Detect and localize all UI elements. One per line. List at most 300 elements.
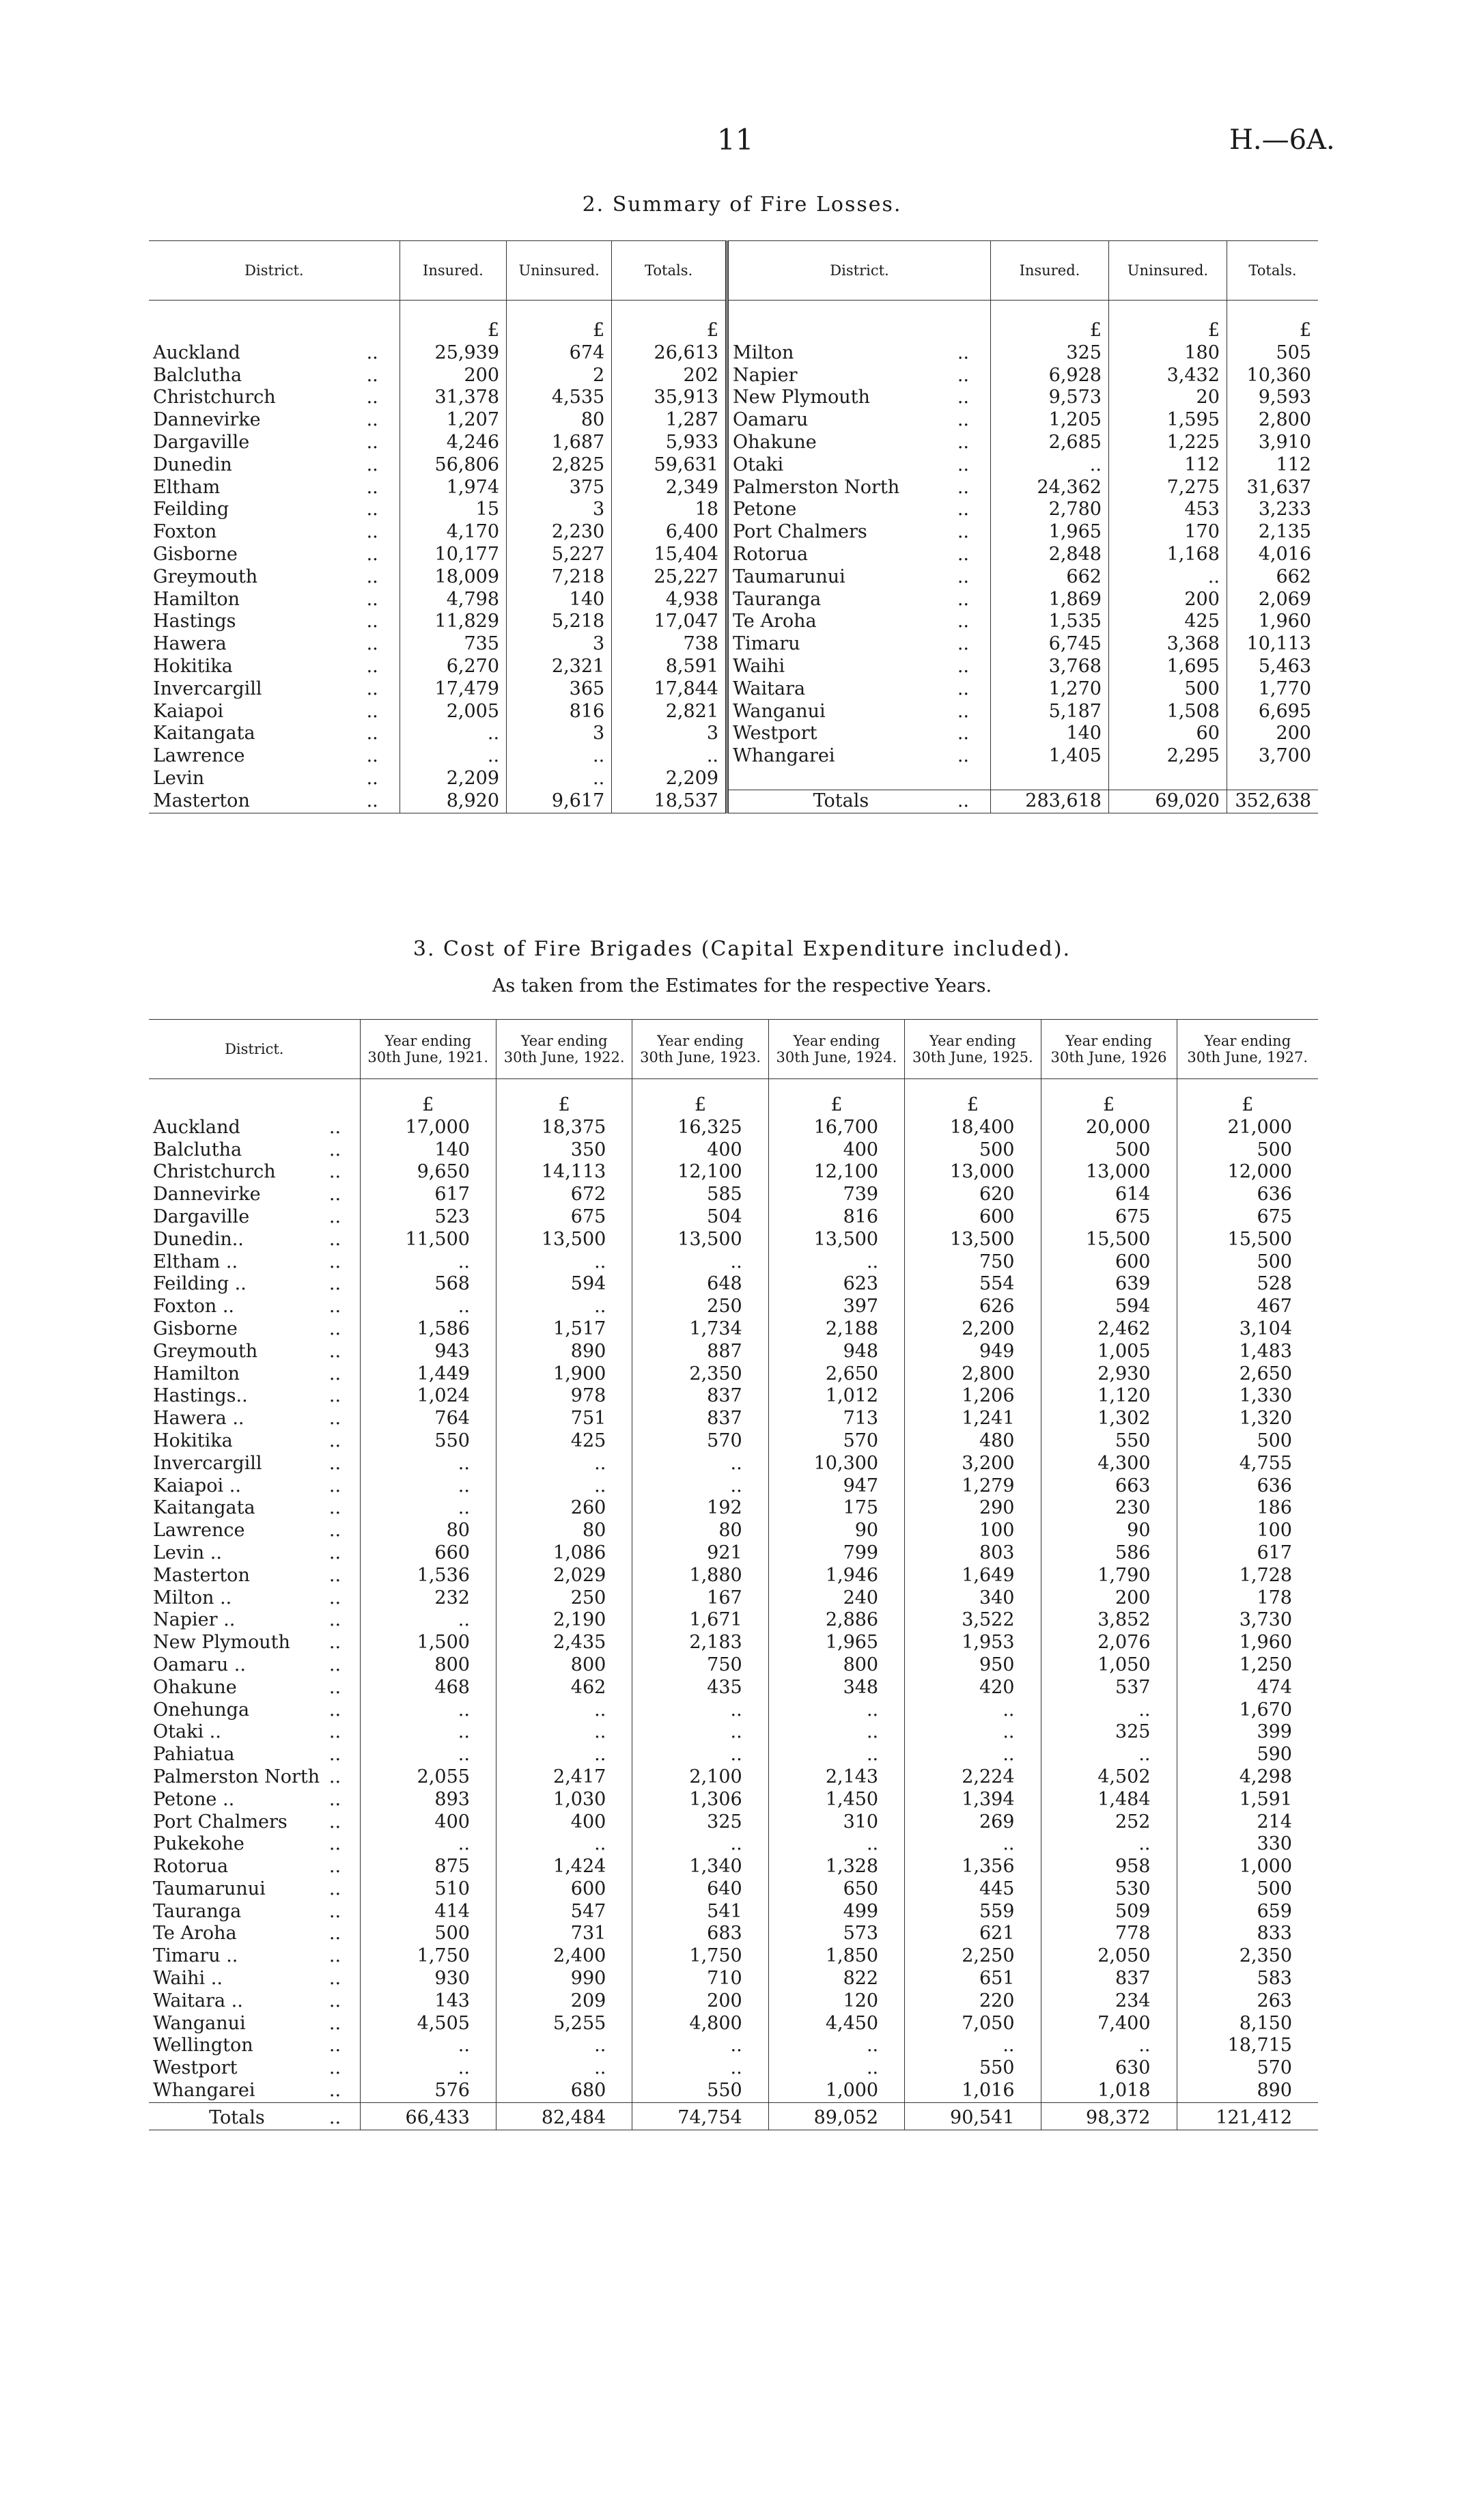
cost-value: 978 — [496, 1385, 632, 1408]
totals-value: 9,593 — [1227, 387, 1318, 409]
insured-value: 4,170 — [400, 521, 506, 544]
cost-value: 90 — [768, 1520, 904, 1542]
leader-dots: .. — [328, 1385, 341, 1407]
cost-value: 143 — [360, 1990, 496, 2013]
district-name: Hamilton — [153, 1363, 240, 1384]
cost-value: 474 — [1177, 1677, 1318, 1699]
insured-value: 24,362 — [991, 477, 1109, 499]
cost-value: 1,330 — [1177, 1385, 1318, 1408]
cost-value: 675 — [496, 1206, 632, 1229]
leader-dots: .. — [957, 543, 969, 565]
cost-value: .. — [632, 2057, 768, 2080]
district-name: Onehunga — [153, 1699, 250, 1721]
totals-value: 10,113 — [1227, 633, 1318, 656]
totals-value: 2,209 — [612, 768, 727, 790]
cost-value: 600 — [905, 1206, 1041, 1229]
cost-value: .. — [632, 1453, 768, 1475]
table-row — [149, 1901, 1318, 1923]
cost-value: .. — [905, 1744, 1041, 1766]
year-header — [905, 1020, 1041, 1079]
cost-value: 672 — [496, 1184, 632, 1206]
district-name: Gisborne — [153, 1318, 238, 1339]
district-name: Gisborne — [153, 543, 238, 565]
total-value: 82,484 — [496, 2102, 632, 2130]
district-name: Milton — [727, 342, 953, 365]
cost-value: 803 — [905, 1542, 1041, 1565]
cost-value: 16,700 — [768, 1117, 904, 1139]
leader-dots: .. — [328, 1699, 341, 1721]
leader-dots: .. — [366, 521, 378, 543]
uninsured-header: Uninsured. — [507, 241, 612, 301]
cost-value: 120 — [768, 1990, 904, 2013]
leader-dots: .. — [328, 1744, 341, 1766]
district-name: Kaiapoi — [153, 700, 224, 722]
cost-value: 731 — [496, 1923, 632, 1945]
cost-value: .. — [360, 1609, 496, 1632]
brigades-subtitle: As taken from the Estimates for the respective Years. — [492, 975, 992, 997]
totals-label: Totals — [727, 790, 953, 813]
totals-value: 3,700 — [1227, 745, 1318, 768]
page-number: 11 — [717, 123, 754, 156]
cost-value: .. — [360, 2057, 496, 2080]
blank-cell — [727, 301, 953, 342]
cost-value: 13,000 — [905, 1161, 1041, 1184]
district-name: Greymouth — [153, 1340, 258, 1362]
cost-value: 3,104 — [1177, 1318, 1318, 1341]
table-row — [149, 1475, 1318, 1498]
totals-value: 2,349 — [612, 477, 727, 499]
cost-value: 617 — [360, 1184, 496, 1206]
table-row — [149, 1677, 1318, 1699]
district-name: Petone — [727, 499, 953, 521]
leader-dots: .. — [328, 1340, 341, 1362]
cost-value: 3,522 — [905, 1609, 1041, 1632]
leader-dots: .. — [366, 700, 378, 722]
year-header-line1: Year ending — [1065, 1033, 1152, 1049]
cost-value: .. — [768, 1251, 904, 1274]
totals-value: 17,047 — [612, 611, 727, 633]
cost-value: 178 — [1177, 1587, 1318, 1610]
table-row — [149, 1654, 1318, 1677]
leader-dots: .. — [957, 387, 969, 408]
cost-value: 400 — [496, 1811, 632, 1834]
cost-value: 400 — [768, 1139, 904, 1162]
district-name: Hokitika — [153, 655, 233, 677]
cost-value: 833 — [1177, 1923, 1318, 1945]
cost-value: 263 — [1177, 1990, 1318, 2013]
cost-value: 651 — [905, 1968, 1041, 1990]
leader-dots: .. — [366, 364, 378, 386]
insured-header: Insured. — [991, 241, 1109, 301]
cost-value: 1,086 — [496, 1542, 632, 1565]
district-name: Kaiapoi .. — [153, 1475, 241, 1496]
district-name: Feilding .. — [153, 1273, 247, 1295]
totals-value: 662 — [1227, 566, 1318, 589]
insured-value: 10,177 — [400, 544, 506, 566]
leader-dots: .. — [328, 1228, 341, 1250]
insured-value: 2,209 — [400, 768, 506, 790]
blank-cell — [149, 1079, 325, 1117]
cost-value: 167 — [632, 1587, 768, 1610]
cost-value: 837 — [632, 1385, 768, 1408]
cost-value: 12,100 — [768, 1161, 904, 1184]
leader-dots: .. — [328, 1206, 341, 1227]
totals-value: 17,844 — [612, 678, 727, 701]
insured-value: 18,009 — [400, 566, 506, 589]
total-uninsured: 69,020 — [1108, 790, 1227, 813]
year-header — [1041, 1020, 1177, 1079]
district-header: District. — [727, 241, 991, 301]
cost-value: 462 — [496, 1677, 632, 1699]
totals-header: Totals. — [612, 241, 727, 301]
district-name: Eltham — [153, 476, 221, 498]
cost-value: 1,279 — [905, 1475, 1041, 1498]
insured-value: 8,920 — [400, 790, 506, 813]
cost-value: .. — [768, 1721, 904, 1744]
cost-value: 1,000 — [768, 2080, 904, 2102]
leader-dots: .. — [957, 723, 969, 744]
cost-value: 209 — [496, 1990, 632, 2013]
cost-value: 659 — [1177, 1901, 1318, 1923]
blank-cell — [325, 1079, 360, 1117]
totals-value: 1,770 — [1227, 678, 1318, 701]
cost-value: 20,000 — [1041, 1117, 1177, 1139]
leader-dots: .. — [328, 1184, 341, 1206]
cost-value: 1,250 — [1177, 1654, 1318, 1677]
uninsured-value: .. — [1108, 566, 1227, 589]
cost-value: 2,224 — [905, 1766, 1041, 1789]
uninsured-value: 375 — [507, 477, 612, 499]
cost-value: 325 — [632, 1811, 768, 1834]
leader-dots: .. — [325, 2102, 360, 2130]
cost-value: 1,965 — [768, 1632, 904, 1654]
district-name: Oamaru — [727, 409, 953, 432]
uninsured-value: .. — [507, 768, 612, 790]
leader-dots: .. — [957, 588, 969, 610]
blank-cell — [149, 301, 363, 342]
cost-value: 921 — [632, 1542, 768, 1565]
cost-value: 21,000 — [1177, 1117, 1318, 1139]
cost-value: 240 — [768, 1587, 904, 1610]
cost-value: 950 — [905, 1654, 1041, 1677]
total-value: 121,412 — [1177, 2102, 1318, 2130]
totals-value: .. — [612, 745, 727, 768]
district-name: Taumarunui — [727, 566, 953, 589]
leader-dots: .. — [953, 790, 991, 813]
district-name: Dunedin.. — [153, 1228, 244, 1250]
district-name: Kaitangata — [153, 723, 255, 744]
cost-value: .. — [905, 2035, 1041, 2057]
cost-value: 1,734 — [632, 1318, 768, 1341]
year-header-line2: 30th June, 1926 — [1050, 1049, 1167, 1066]
cost-value: 1,960 — [1177, 1632, 1318, 1654]
cost-value: 13,500 — [768, 1229, 904, 1251]
cost-value: 2,800 — [905, 1363, 1041, 1386]
cost-value: 7,050 — [905, 2013, 1041, 2035]
totals-value: 4,938 — [612, 589, 727, 611]
leader-dots: .. — [366, 342, 378, 363]
district-name: Dannevirke — [153, 409, 261, 431]
district-name: Foxton .. — [153, 1296, 234, 1318]
leader-dots: .. — [328, 2057, 341, 2079]
year-header-line2: 30th June, 1925. — [912, 1049, 1033, 1066]
table-row — [149, 454, 1318, 477]
district-name: Napier — [727, 365, 953, 387]
table-row — [149, 701, 1318, 723]
district-name: Whangarei — [153, 2080, 255, 2102]
cost-value: 2,188 — [768, 1318, 904, 1341]
totals-value: 112 — [1227, 454, 1318, 477]
cost-value: 1,005 — [1041, 1341, 1177, 1363]
cost-value: 509 — [1041, 1901, 1177, 1923]
cost-value: .. — [496, 2057, 632, 2080]
uninsured-value: 3,368 — [1108, 633, 1227, 656]
cost-value: 400 — [632, 1139, 768, 1162]
cost-value: 1,450 — [768, 1789, 904, 1811]
totals-value: 2,800 — [1227, 409, 1318, 432]
cost-value: 583 — [1177, 1968, 1318, 1990]
cost-value: 11,500 — [360, 1229, 496, 1251]
leader-dots: .. — [328, 1520, 341, 1542]
cost-value: 816 — [768, 1206, 904, 1229]
cost-value: 8,150 — [1177, 2013, 1318, 2035]
district-name: Hamilton — [153, 588, 240, 610]
cost-value: 348 — [768, 1677, 904, 1699]
currency-symbol: £ — [1041, 1079, 1177, 1117]
cost-value: 13,500 — [905, 1229, 1041, 1251]
cost-value: 660 — [360, 1542, 496, 1565]
table-row — [149, 1699, 1318, 1722]
cost-value: 2,930 — [1041, 1363, 1177, 1386]
insured-value: 1,205 — [991, 409, 1109, 432]
district-name: Invercargill — [153, 1452, 262, 1474]
insured-value: 2,005 — [400, 701, 506, 723]
district-name: Masterton — [153, 1564, 250, 1586]
year-header — [768, 1020, 904, 1079]
leader-dots: .. — [957, 655, 969, 677]
leader-dots: .. — [328, 1408, 341, 1430]
cost-value: 1,484 — [1041, 1789, 1177, 1811]
cost-value: 1,953 — [905, 1632, 1041, 1654]
totals-value: 5,463 — [1227, 656, 1318, 678]
cost-value: 1,880 — [632, 1565, 768, 1587]
cost-value: 576 — [360, 2080, 496, 2102]
leader-dots: .. — [328, 1273, 341, 1295]
uninsured-value: 1,168 — [1108, 544, 1227, 566]
district-name: Kaitangata — [153, 1497, 255, 1519]
cost-value: 2,055 — [360, 1766, 496, 1789]
cost-value: 420 — [905, 1677, 1041, 1699]
table-row — [149, 499, 1318, 521]
leader-dots: .. — [328, 1497, 341, 1519]
cost-value: 887 — [632, 1341, 768, 1363]
totals-value: 8,591 — [612, 656, 727, 678]
cost-value: 330 — [1177, 1833, 1318, 1856]
insured-value: 11,829 — [400, 611, 506, 633]
district-name: Dargaville — [153, 1206, 250, 1227]
totals-value: 6,695 — [1227, 701, 1318, 723]
insured-value: 4,798 — [400, 589, 506, 611]
leader-dots: .. — [328, 1296, 341, 1318]
district-name: Hokitika — [153, 1430, 233, 1451]
table-row — [149, 1385, 1318, 1408]
cost-value: 252 — [1041, 1811, 1177, 1834]
leader-dots: .. — [366, 409, 378, 431]
cost-value: 260 — [496, 1497, 632, 1520]
cost-value: 14,113 — [496, 1161, 632, 1184]
uninsured-value: 9,617 — [507, 790, 612, 813]
cost-value: 1,517 — [496, 1318, 632, 1341]
cost-value: 1,302 — [1041, 1408, 1177, 1430]
cost-value: 15,500 — [1177, 1229, 1318, 1251]
table-row — [149, 1833, 1318, 1856]
district-name: Greymouth — [153, 566, 258, 587]
totals-value: 31,637 — [1227, 477, 1318, 499]
cost-value: 837 — [1041, 1968, 1177, 1990]
cost-value: 80 — [360, 1520, 496, 1542]
leader-dots: .. — [328, 1676, 341, 1698]
cost-value: 310 — [768, 1811, 904, 1834]
cost-value: 550 — [905, 2057, 1041, 2080]
cost-value: .. — [1041, 1699, 1177, 1722]
uninsured-value: 1,225 — [1108, 432, 1227, 454]
district-name: Masterton — [153, 790, 250, 811]
cost-value: 614 — [1041, 1184, 1177, 1206]
cost-value: 750 — [905, 1251, 1041, 1274]
cost-value: 751 — [496, 1408, 632, 1430]
cost-value: 1,024 — [360, 1385, 496, 1408]
table-row — [149, 1453, 1318, 1475]
district-name: Dannevirke — [153, 1184, 261, 1206]
cost-value: 523 — [360, 1206, 496, 1229]
district-header: District. — [149, 1020, 360, 1079]
totals-value: 202 — [612, 365, 727, 387]
year-header — [632, 1020, 768, 1079]
table-row — [149, 1565, 1318, 1587]
cost-value: 4,502 — [1041, 1766, 1177, 1789]
table-row — [149, 1117, 1318, 1139]
cost-value: 290 — [905, 1497, 1041, 1520]
leader-dots: .. — [328, 1833, 341, 1855]
cost-value: 600 — [496, 1878, 632, 1901]
leader-dots: .. — [328, 1788, 341, 1810]
district-name: Oamaru .. — [153, 1654, 246, 1675]
totals-value: 738 — [612, 633, 727, 656]
leader-dots: .. — [957, 678, 969, 699]
cost-value: 1,449 — [360, 1363, 496, 1386]
leader-dots: .. — [328, 1856, 341, 1878]
table-row — [149, 1968, 1318, 1990]
leader-dots: .. — [328, 1475, 341, 1496]
insured-value: 56,806 — [400, 454, 506, 477]
cost-value: 214 — [1177, 1811, 1318, 1834]
table-row — [149, 1341, 1318, 1363]
cost-value: .. — [632, 1833, 768, 1856]
totals-value: 200 — [1227, 723, 1318, 745]
leader-dots: .. — [957, 633, 969, 655]
year-header — [496, 1020, 632, 1079]
currency-symbol: £ — [632, 1079, 768, 1117]
district-name: Hawera — [153, 633, 227, 655]
leader-dots: .. — [366, 745, 378, 767]
cost-value: 2,417 — [496, 1766, 632, 1789]
cost-value: 570 — [1177, 2057, 1318, 2080]
year-header — [360, 1020, 496, 1079]
cost-value: 890 — [496, 1341, 632, 1363]
cost-value: 541 — [632, 1901, 768, 1923]
cost-value: 800 — [768, 1654, 904, 1677]
cost-value: 1,671 — [632, 1609, 768, 1632]
totals-header: Totals. — [1227, 241, 1318, 301]
cost-value: 1,536 — [360, 1565, 496, 1587]
table-row — [149, 1587, 1318, 1610]
cost-value: 1,750 — [360, 1945, 496, 1968]
cost-value: 2,183 — [632, 1632, 768, 1654]
insured-value: 3,768 — [991, 656, 1109, 678]
table-row — [149, 342, 1318, 365]
insured-value: 1,270 — [991, 678, 1109, 701]
cost-value: 617 — [1177, 1542, 1318, 1565]
cost-value: 467 — [1177, 1296, 1318, 1318]
table-row — [149, 477, 1318, 499]
cost-value: 1,728 — [1177, 1565, 1318, 1587]
district-name: Dunedin — [153, 454, 232, 475]
cost-value: 1,424 — [496, 1856, 632, 1878]
uninsured-value: 500 — [1108, 678, 1227, 701]
insured-value: 1,974 — [400, 477, 506, 499]
cost-value: 537 — [1041, 1677, 1177, 1699]
totals-row — [149, 2102, 1318, 2130]
leader-dots: .. — [366, 678, 378, 699]
insured-value: .. — [400, 745, 506, 768]
cost-value: 2,350 — [1177, 1945, 1318, 1968]
cost-value: 12,100 — [632, 1161, 768, 1184]
leader-dots: .. — [328, 2012, 341, 2034]
currency-symbol: £ — [400, 301, 506, 342]
insured-value: .. — [400, 723, 506, 745]
table-row — [149, 656, 1318, 678]
cost-value: 325 — [1041, 1721, 1177, 1744]
cost-value: .. — [360, 1475, 496, 1498]
total-value: 98,372 — [1041, 2102, 1177, 2130]
leader-dots: .. — [366, 633, 378, 655]
currency-symbol: £ — [768, 1079, 904, 1117]
district-name: Auckland — [153, 342, 240, 363]
district-name: Balclutha — [153, 1139, 242, 1160]
fire-losses-table — [149, 240, 1318, 813]
table-row — [149, 1878, 1318, 1901]
district-name: Westport — [727, 723, 953, 745]
district-name: New Plymouth — [727, 387, 953, 409]
currency-row — [149, 1079, 1318, 1117]
brigades-title: 3. Cost of Fire Brigades (Capital Expenditure included). — [412, 937, 1072, 961]
uninsured-value: 1,687 — [507, 432, 612, 454]
table-row — [149, 2013, 1318, 2035]
year-header — [1177, 1020, 1318, 1079]
year-header-line1: Year ending — [657, 1033, 744, 1049]
cost-value: 623 — [768, 1273, 904, 1296]
leader-dots: .. — [328, 1430, 341, 1451]
cost-value: 2,886 — [768, 1609, 904, 1632]
cost-value: 2,400 — [496, 1945, 632, 1968]
cost-value: 1,206 — [905, 1385, 1041, 1408]
leader-dots: .. — [328, 1318, 341, 1339]
cost-value: 4,505 — [360, 2013, 496, 2035]
leader-dots: .. — [957, 499, 969, 520]
table-row — [149, 1139, 1318, 1162]
totals-value: 59,631 — [612, 454, 727, 477]
document-reference: H.—6A. — [1229, 124, 1335, 156]
